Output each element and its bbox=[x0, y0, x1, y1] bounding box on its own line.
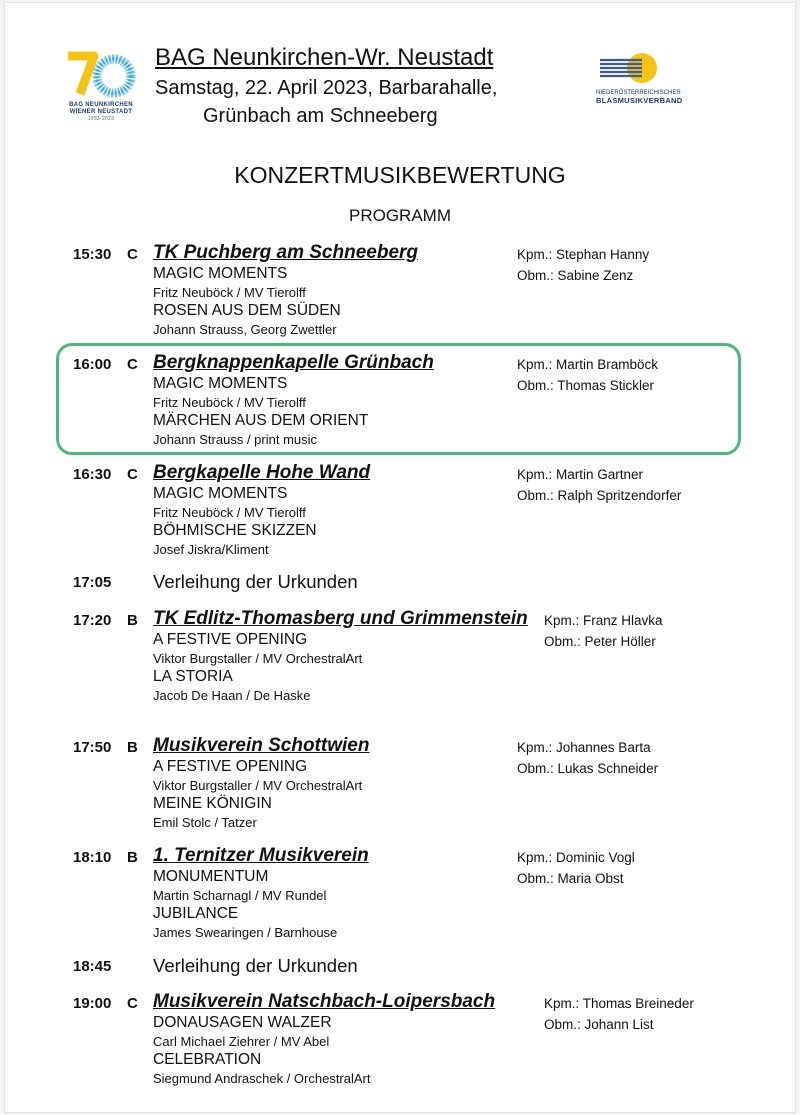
obmann: Obm.: Johann List bbox=[544, 1017, 654, 1032]
header-title: BAG Neunkirchen-Wr. Neustadt bbox=[155, 44, 494, 71]
piece-1: A FESTIVE OPENING bbox=[153, 631, 308, 648]
sub-title: PROGRAMM bbox=[349, 206, 451, 225]
logo-text-line2: WIENER NEUSTADT bbox=[69, 109, 133, 115]
composer-1: Carl Michael Ziehrer / MV Abel bbox=[153, 1034, 330, 1049]
piece-2: LA STORIA bbox=[153, 668, 233, 685]
band-name: 1. Ternitzer Musikverein bbox=[153, 845, 369, 866]
piece-2: CELEBRATION bbox=[153, 1051, 262, 1068]
bag-70-logo bbox=[66, 50, 136, 132]
header-location: Grünbach am Schneeberg bbox=[203, 105, 438, 127]
kapellmeister: Kpm.: Dominic Vogl bbox=[517, 850, 635, 865]
entry-class: B bbox=[127, 612, 138, 629]
kapellmeister: Kpm.: Johannes Barta bbox=[517, 740, 651, 755]
piece-2: MÄRCHEN AUS DEM ORIENT bbox=[153, 412, 369, 429]
obmann: Obm.: Sabine Zenz bbox=[517, 268, 634, 283]
composer-1: Fritz Neuböck / MV Tierolff bbox=[153, 395, 306, 410]
piece-2: MEINE KÖNIGIN bbox=[153, 795, 272, 812]
band-name: Musikverein Natschbach-Loipersbach bbox=[153, 991, 496, 1012]
band-name: Musikverein Schottwien bbox=[153, 735, 370, 756]
entry-class: C bbox=[127, 995, 138, 1012]
entry-time: 18:10 bbox=[73, 849, 112, 866]
entry-time: 17:50 bbox=[73, 739, 112, 756]
composer-1: Fritz Neuböck / MV Tierolff bbox=[153, 505, 306, 520]
band-name: Bergknappenkapelle Grünbach bbox=[153, 352, 434, 373]
composer-2: Emil Stolc / Tatzer bbox=[153, 815, 257, 830]
award-time: 18:45 bbox=[73, 958, 112, 975]
logo-years: 1953-2023 bbox=[87, 116, 115, 122]
composer-1: Viktor Burgstaller / MV OrchestralArt bbox=[153, 651, 363, 666]
nbv-big-text: BLASMUSIKVERBAND bbox=[596, 96, 683, 105]
piece-2: BÖHMISCHE SKIZZEN bbox=[153, 522, 317, 539]
obmann: Obm.: Ralph Spritzendorfer bbox=[517, 488, 682, 503]
logo-text-line1: BAG NEUNKIRCHEN bbox=[69, 102, 133, 108]
entry-time: 16:30 bbox=[73, 466, 112, 483]
composer-2: Siegmund Andraschek / OrchestralArt bbox=[153, 1071, 371, 1086]
obmann: Obm.: Maria Obst bbox=[517, 871, 624, 886]
composer-2: Jacob De Haan / De Haske bbox=[153, 688, 311, 703]
piece-1: MONUMENTUM bbox=[153, 868, 269, 885]
kapellmeister: Kpm.: Franz Hlavka bbox=[544, 613, 663, 628]
award-text: Verleihung der Urkunden bbox=[153, 955, 358, 976]
entry-class: C bbox=[127, 246, 138, 263]
piece-1: MAGIC MOMENTS bbox=[153, 375, 288, 392]
entry-time: 17:20 bbox=[73, 612, 112, 629]
piece-2: ROSEN AUS DEM SÜDEN bbox=[153, 302, 341, 319]
seventy-icon bbox=[66, 50, 136, 100]
kapellmeister: Kpm.: Thomas Breineder bbox=[544, 996, 694, 1011]
composer-1: Martin Scharnagl / MV Rundel bbox=[153, 888, 327, 903]
entry-time: 19:00 bbox=[73, 995, 112, 1012]
stripes-sun-icon bbox=[596, 50, 696, 90]
composer-1: Viktor Burgstaller / MV OrchestralArt bbox=[153, 778, 363, 793]
composer-1: Fritz Neuböck / MV Tierolff bbox=[153, 285, 306, 300]
obmann: Obm.: Lukas Schneider bbox=[517, 761, 659, 776]
piece-1: DONAUSAGEN WALZER bbox=[153, 1014, 332, 1031]
composer-2: Josef Jiskra/Kliment bbox=[153, 542, 269, 557]
nbv-small-text: NIEDERÖSTERREICHISCHER bbox=[596, 90, 681, 96]
entry-time: 15:30 bbox=[73, 246, 112, 263]
obmann: Obm.: Thomas Stickler bbox=[517, 378, 655, 393]
award-text: Verleihung der Urkunden bbox=[153, 571, 358, 592]
obmann: Obm.: Peter Höller bbox=[544, 634, 656, 649]
composer-2: Johann Strauss / print music bbox=[153, 432, 318, 447]
main-title: KONZERTMUSIKBEWERTUNG bbox=[234, 162, 566, 188]
kapellmeister: Kpm.: Stephan Hanny bbox=[517, 247, 650, 262]
kapellmeister: Kpm.: Martin Bramböck bbox=[517, 357, 659, 372]
band-name: Bergkapelle Hohe Wand bbox=[153, 462, 371, 483]
band-name: TK Puchberg am Schneeberg bbox=[153, 242, 419, 263]
piece-1: A FESTIVE OPENING bbox=[153, 758, 308, 775]
header-date-venue: Samstag, 22. April 2023, Barbarahalle, bbox=[155, 77, 498, 99]
piece-2: JUBILANCE bbox=[153, 905, 239, 922]
entry-class: C bbox=[127, 466, 138, 483]
blasmusikverband-logo bbox=[596, 50, 696, 110]
entry-class: C bbox=[127, 356, 138, 373]
entry-class: B bbox=[127, 739, 138, 756]
composer-2: James Swearingen / Barnhouse bbox=[153, 925, 338, 940]
piece-1: MAGIC MOMENTS bbox=[153, 485, 288, 502]
kapellmeister: Kpm.: Martin Gartner bbox=[517, 467, 644, 482]
entry-time: 16:00 bbox=[73, 356, 112, 373]
award-time: 17:05 bbox=[73, 574, 112, 591]
entry-class: B bbox=[127, 849, 138, 866]
composer-2: Johann Strauss, Georg Zwettler bbox=[153, 322, 337, 337]
band-name: TK Edlitz-Thomasberg und Grimmenstein bbox=[153, 608, 528, 629]
piece-1: MAGIC MOMENTS bbox=[153, 265, 288, 282]
